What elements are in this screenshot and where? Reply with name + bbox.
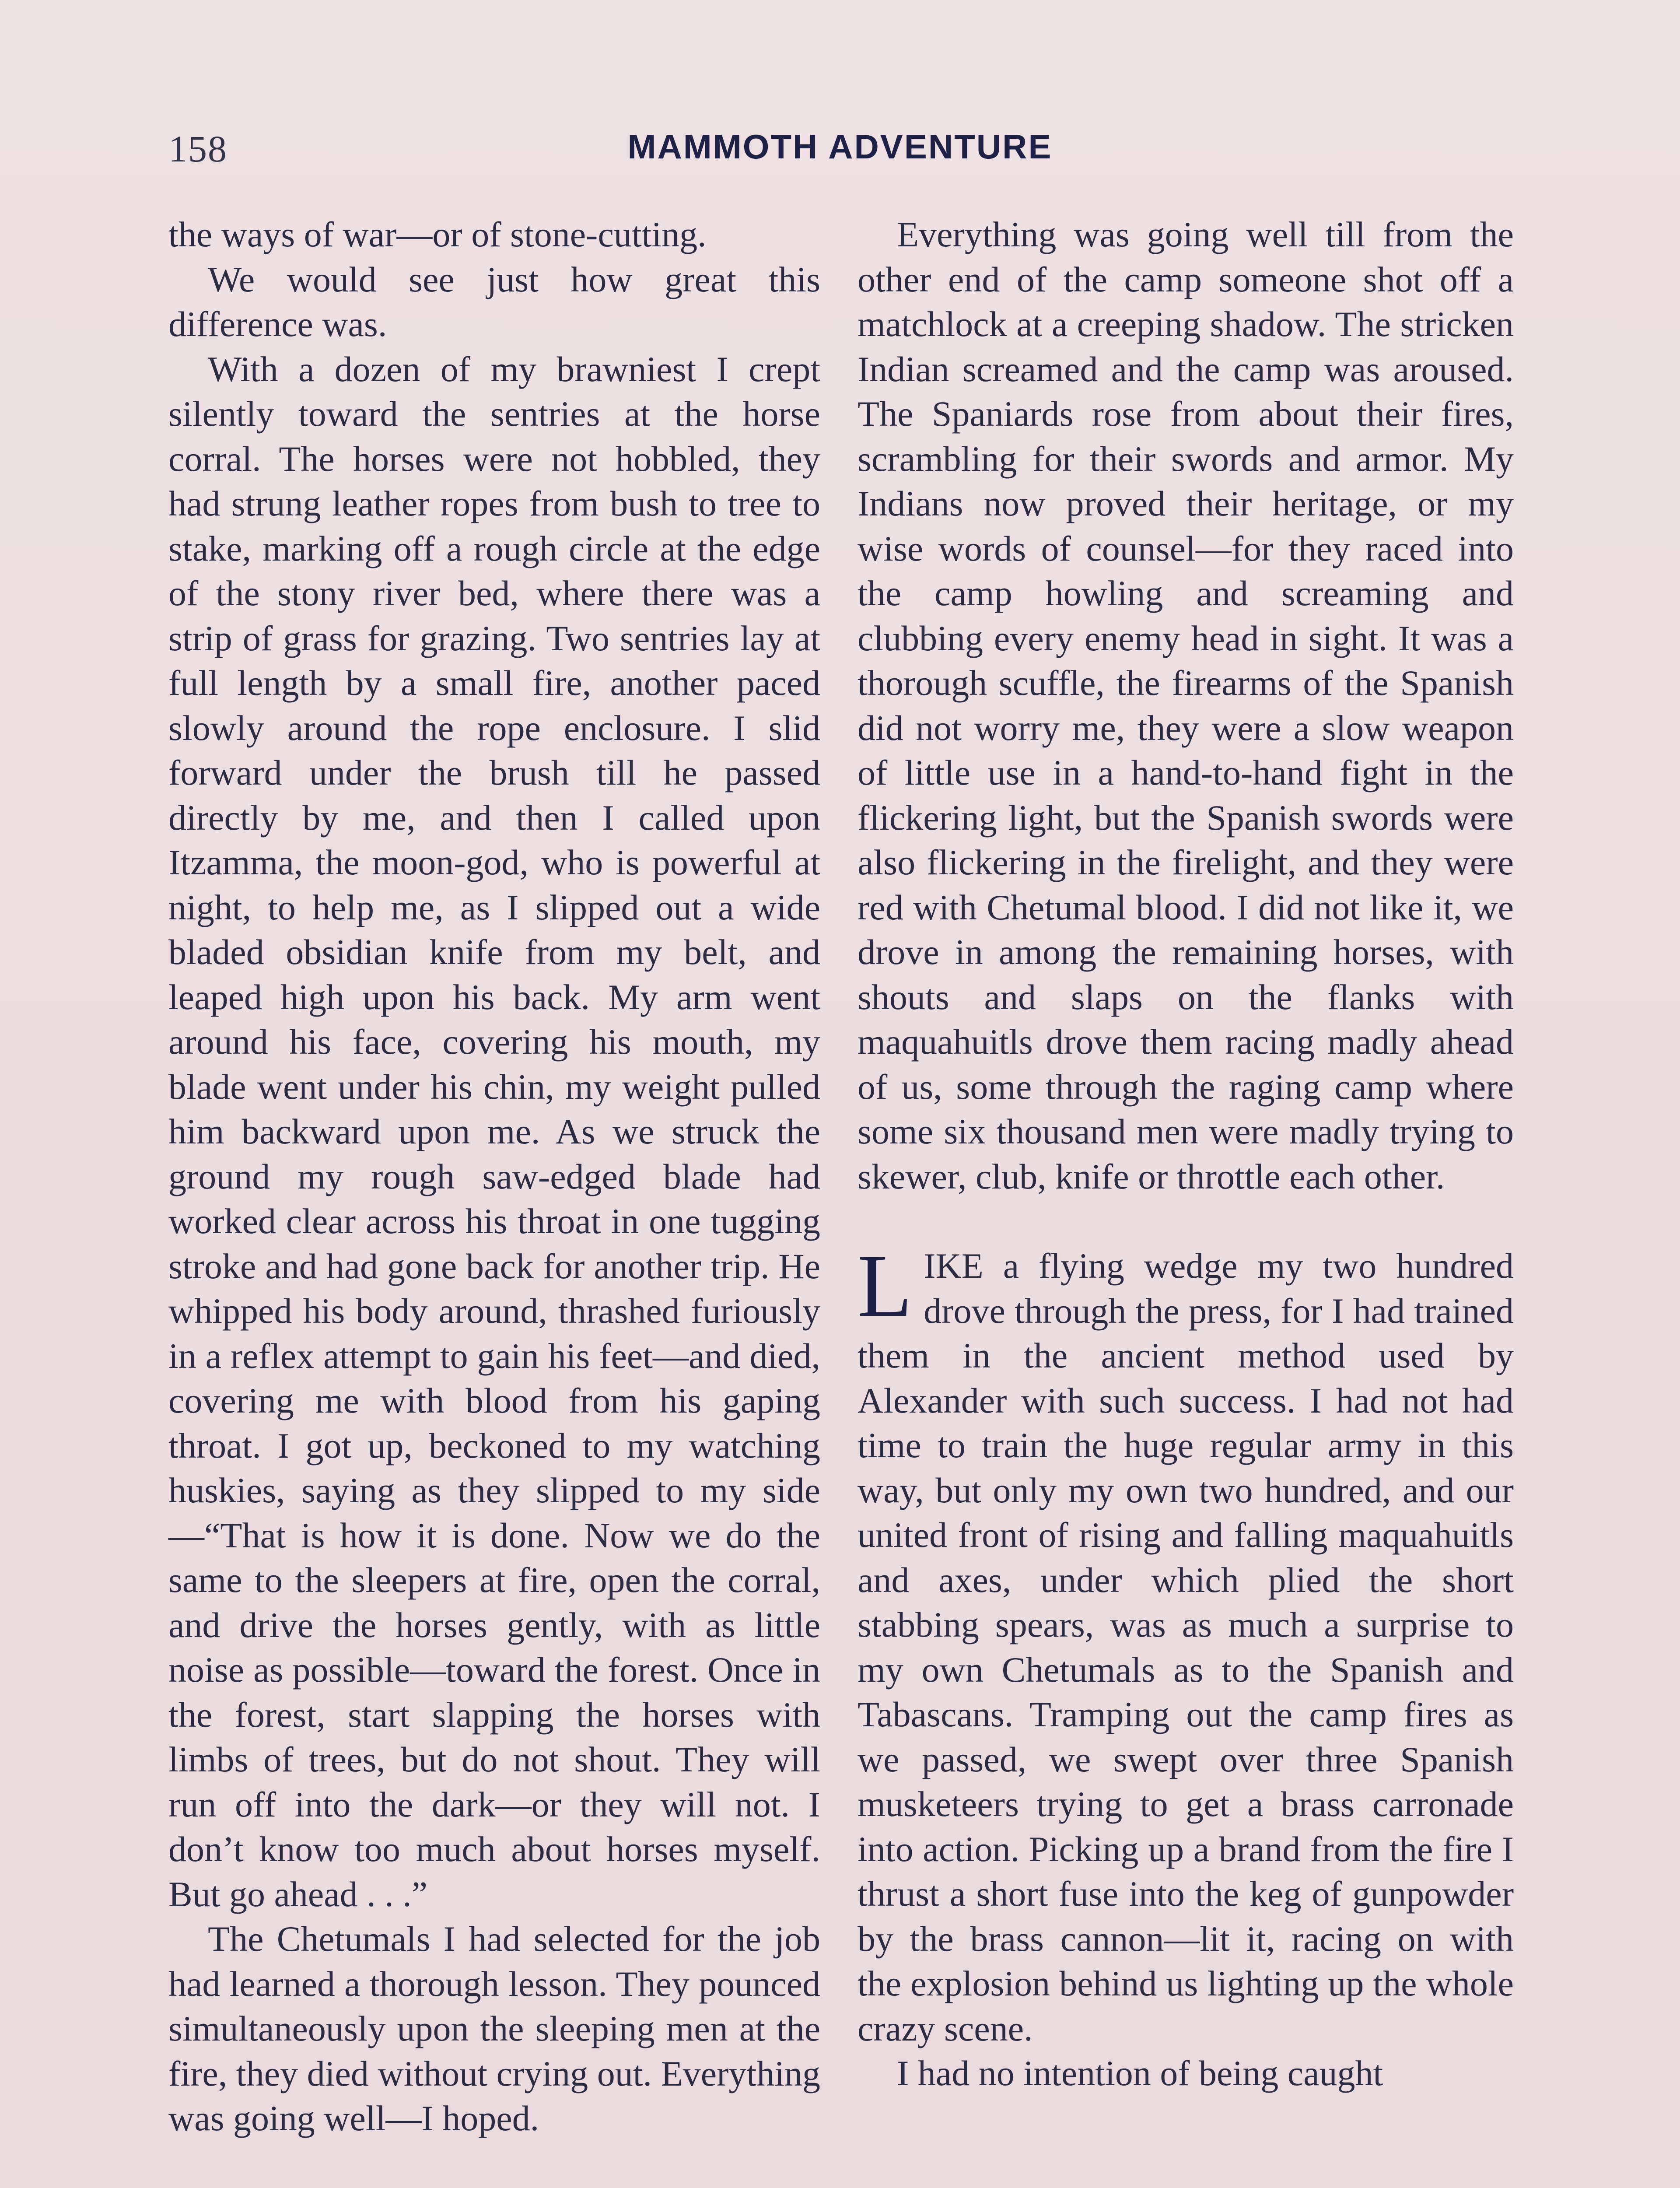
paragraph: I had no intention of being caught (897, 2053, 1383, 2093)
paragraph-text: IKE a flying wedge my two hundred drove through the press, for I had trained them in the ancient method used by Alexander with such success. I had not had time to train the huge regular army in this way, but only my own two hundred, and our united front of rising and falling maquahuitls and axes, under which plied the short stabbing spears, was as much a surprise to my own Chetumals as to the Spanish and Tabascans. Tramping out the camp fires as we passed, we swept over three Spanish musketeers trying to get a brass carronade into action. Picking up a brand from the fire I thrust a short fuse into the keg of gunpowder by the brass cannon—lit it, racing on with the explosion behind us lighting up the whole crazy scene. (858, 1246, 1514, 2048)
paragraph: We would see just how great this difference was. (168, 259, 820, 344)
running-head: MAMMOTH ADVENTURE (627, 127, 1053, 166)
paragraph: With a dozen of my brawniest I crept silently toward the sentries at the horse corral. The horses were not hobbled, they had strung leather ropes from bush to tree to stake, marking off a rough circle at the edge of the stony river bed, where there was a strip of grass for grazing. Two sentries lay at full length by a small fire, another paced slowly around the rope enclosure. I slid forward under the brush till he passed directly by me, and then I called upon Itzamma, the moon-god, who is powerful at night, to help me, as I slipped out a wide bladed obsidian knife from my belt, and leaped high upon his back. My arm went around his face, covering his mouth, my blade went under his chin, my weight pulled him backward upon me. As we struck the ground my rough saw-edged blade had worked clear across his throat in one tugging stroke and had gone back for another trip. He whipped his body around, thrashed furiously in a reflex attempt to gain his feet—and died, covering me with blood from his gaping throat. I got up, beckoned to my watching huskies, saying as they slipped to my side—“That is how it is done. Now we do the same to the sleepers at fire, open the corral, and drive the horses gently, with as little noise as possible—toward the forest. Once in the forest, start slapping the horses with limbs of trees, but do not shout. They will run off into the dark—or they will not. I don’t know too much about horses myself. But go ahead . . .” (168, 349, 820, 1914)
drop-cap: L (858, 1236, 913, 1336)
paragraph: The Chetumals I had selected for the job had learned a thorough lesson. They pounced simultaneously upon the sleeping men at the fire, they died without crying out. Everything was going well—I hoped. (168, 1919, 820, 2138)
page-header (168, 127, 1512, 175)
dropcap-paragraph (858, 1236, 1514, 2051)
paragraph: the ways of war—or of stone-cutting. (168, 214, 707, 254)
page-number: 158 (168, 128, 228, 170)
left-column (168, 212, 820, 2141)
paragraph: Everything was going well till from the other end of the camp someone shot off a matchlock at a creeping shadow. The stricken Indian screamed and the camp was aroused. The Spaniards rose from about their fires, scrambling for their swords and armor. My Indians now proved their heritage, or my wise words of counsel—for they raced into the camp howling and screaming and clubbing every enemy head in sight. It was a thorough scuffle, the firearms of the Spanish did not worry me, they were a slow weapon of little use in a hand-to-hand fight in the flickering light, but the Spanish swords were also flickering in the firelight, and they were red with Chetumal blood. I did not like it, we drove in among the remaining horses, with shouts and slaps on the flanks with maquahuitls drove them racing madly ahead of us, some through the raging camp where some six thousand men were madly trying to skewer, club, knife or throttle each other. (858, 214, 1514, 1196)
right-column (858, 212, 1514, 2096)
